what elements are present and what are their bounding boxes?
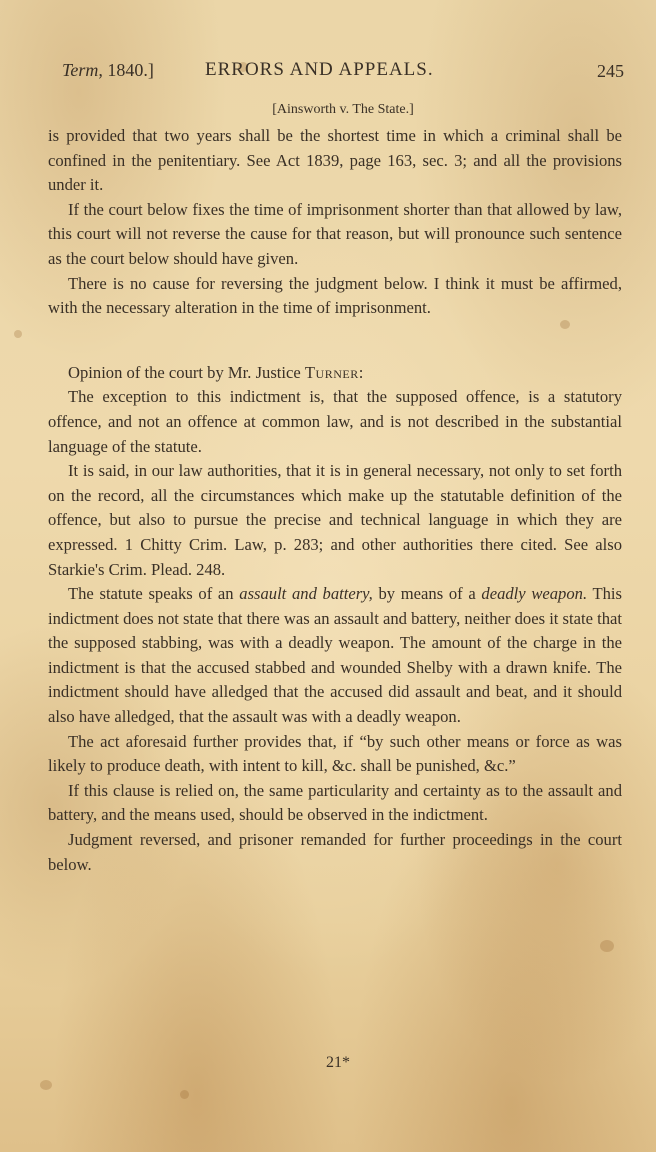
stain	[40, 1080, 52, 1090]
header-term	[62, 60, 154, 81]
header-term-word: Term,	[62, 60, 103, 80]
signature-mark: 21*	[326, 1054, 350, 1071]
statute-rest: This indictment does not state that there was an assault and battery, neither does it state that the supposed stabbing, was with a deadly weapon. The amount of the charge in the indictment is that the accused stabbed and wounded Shelby with a drawn knife. The indictment should have alledged that the accused did assault and beat, and it should also have alledged, that the assault was with a deadly weapon.	[48, 584, 622, 727]
stain	[600, 940, 614, 952]
paragraph: If the court below fixes the time of imprisonment shorter than that allowed by law, this court will not reverse the cause for that reason, but will pronounce such sentence as the court below should have given.	[48, 199, 622, 268]
stain	[14, 330, 22, 338]
statute-middle: by means of a	[378, 584, 476, 604]
statute-italic-1: assault and battery,	[239, 584, 373, 604]
case-caption: [Ainsworth v. The State.]	[272, 102, 414, 117]
justice-name: Turner:	[304, 362, 364, 382]
opinion-heading-prefix: Opinion of the court by Mr. Justice	[68, 362, 301, 382]
page-number: 245	[597, 61, 624, 81]
paragraph: If this clause is relied on, the same particularity and certainty as to the assault and battery, and the means used, should be observed in the indictment.	[48, 780, 622, 825]
stain	[180, 1090, 189, 1099]
statute-paragraph	[48, 582, 622, 730]
header-title: ERRORS AND APPEALS.	[205, 59, 434, 80]
paragraph: The act aforesaid further provides that, if “by such other means or force as was likely to produce death, with intent to kill, &c. shall be punished, &c.”	[48, 731, 622, 776]
page-body	[48, 124, 622, 877]
statute-italic-2: deadly weapon.	[481, 584, 588, 604]
paragraph: There is no cause for reversing the judgment below. I think it must be affirmed, with the necessary alteration in the time of imprisonment.	[48, 273, 622, 318]
statute-lead: The statute speaks of an	[68, 584, 234, 604]
paragraph: The exception to this indictment is, that the supposed offence, is a statutory offence, and not an offence at common law, and is not described in the substantial language of the statute.	[48, 387, 622, 456]
header-term-year: 1840.]	[107, 60, 154, 80]
paragraph: Judgment reversed, and prisoner remanded for further proceedings in the court below.	[48, 830, 622, 874]
opinion-heading	[48, 361, 622, 386]
paragraph: is provided that two years shall be the shortest time in which a criminal shall be confined in the penitentiary. See Act 1839, page 163, sec. 3; and all the provisions under it.	[48, 126, 622, 195]
running-header	[62, 58, 624, 88]
paragraph: It is said, in our law authorities, that it is in general necessary, not only to set forth on the record, all the circumstances which make up the statutable definition of the offence, but also to pursue the precise and technical language in which they are expressed. 1 Chitty Crim. Law, p. 283; and other authorities there cited. See also Starkie's Crim. Plead. 248.	[48, 461, 622, 579]
